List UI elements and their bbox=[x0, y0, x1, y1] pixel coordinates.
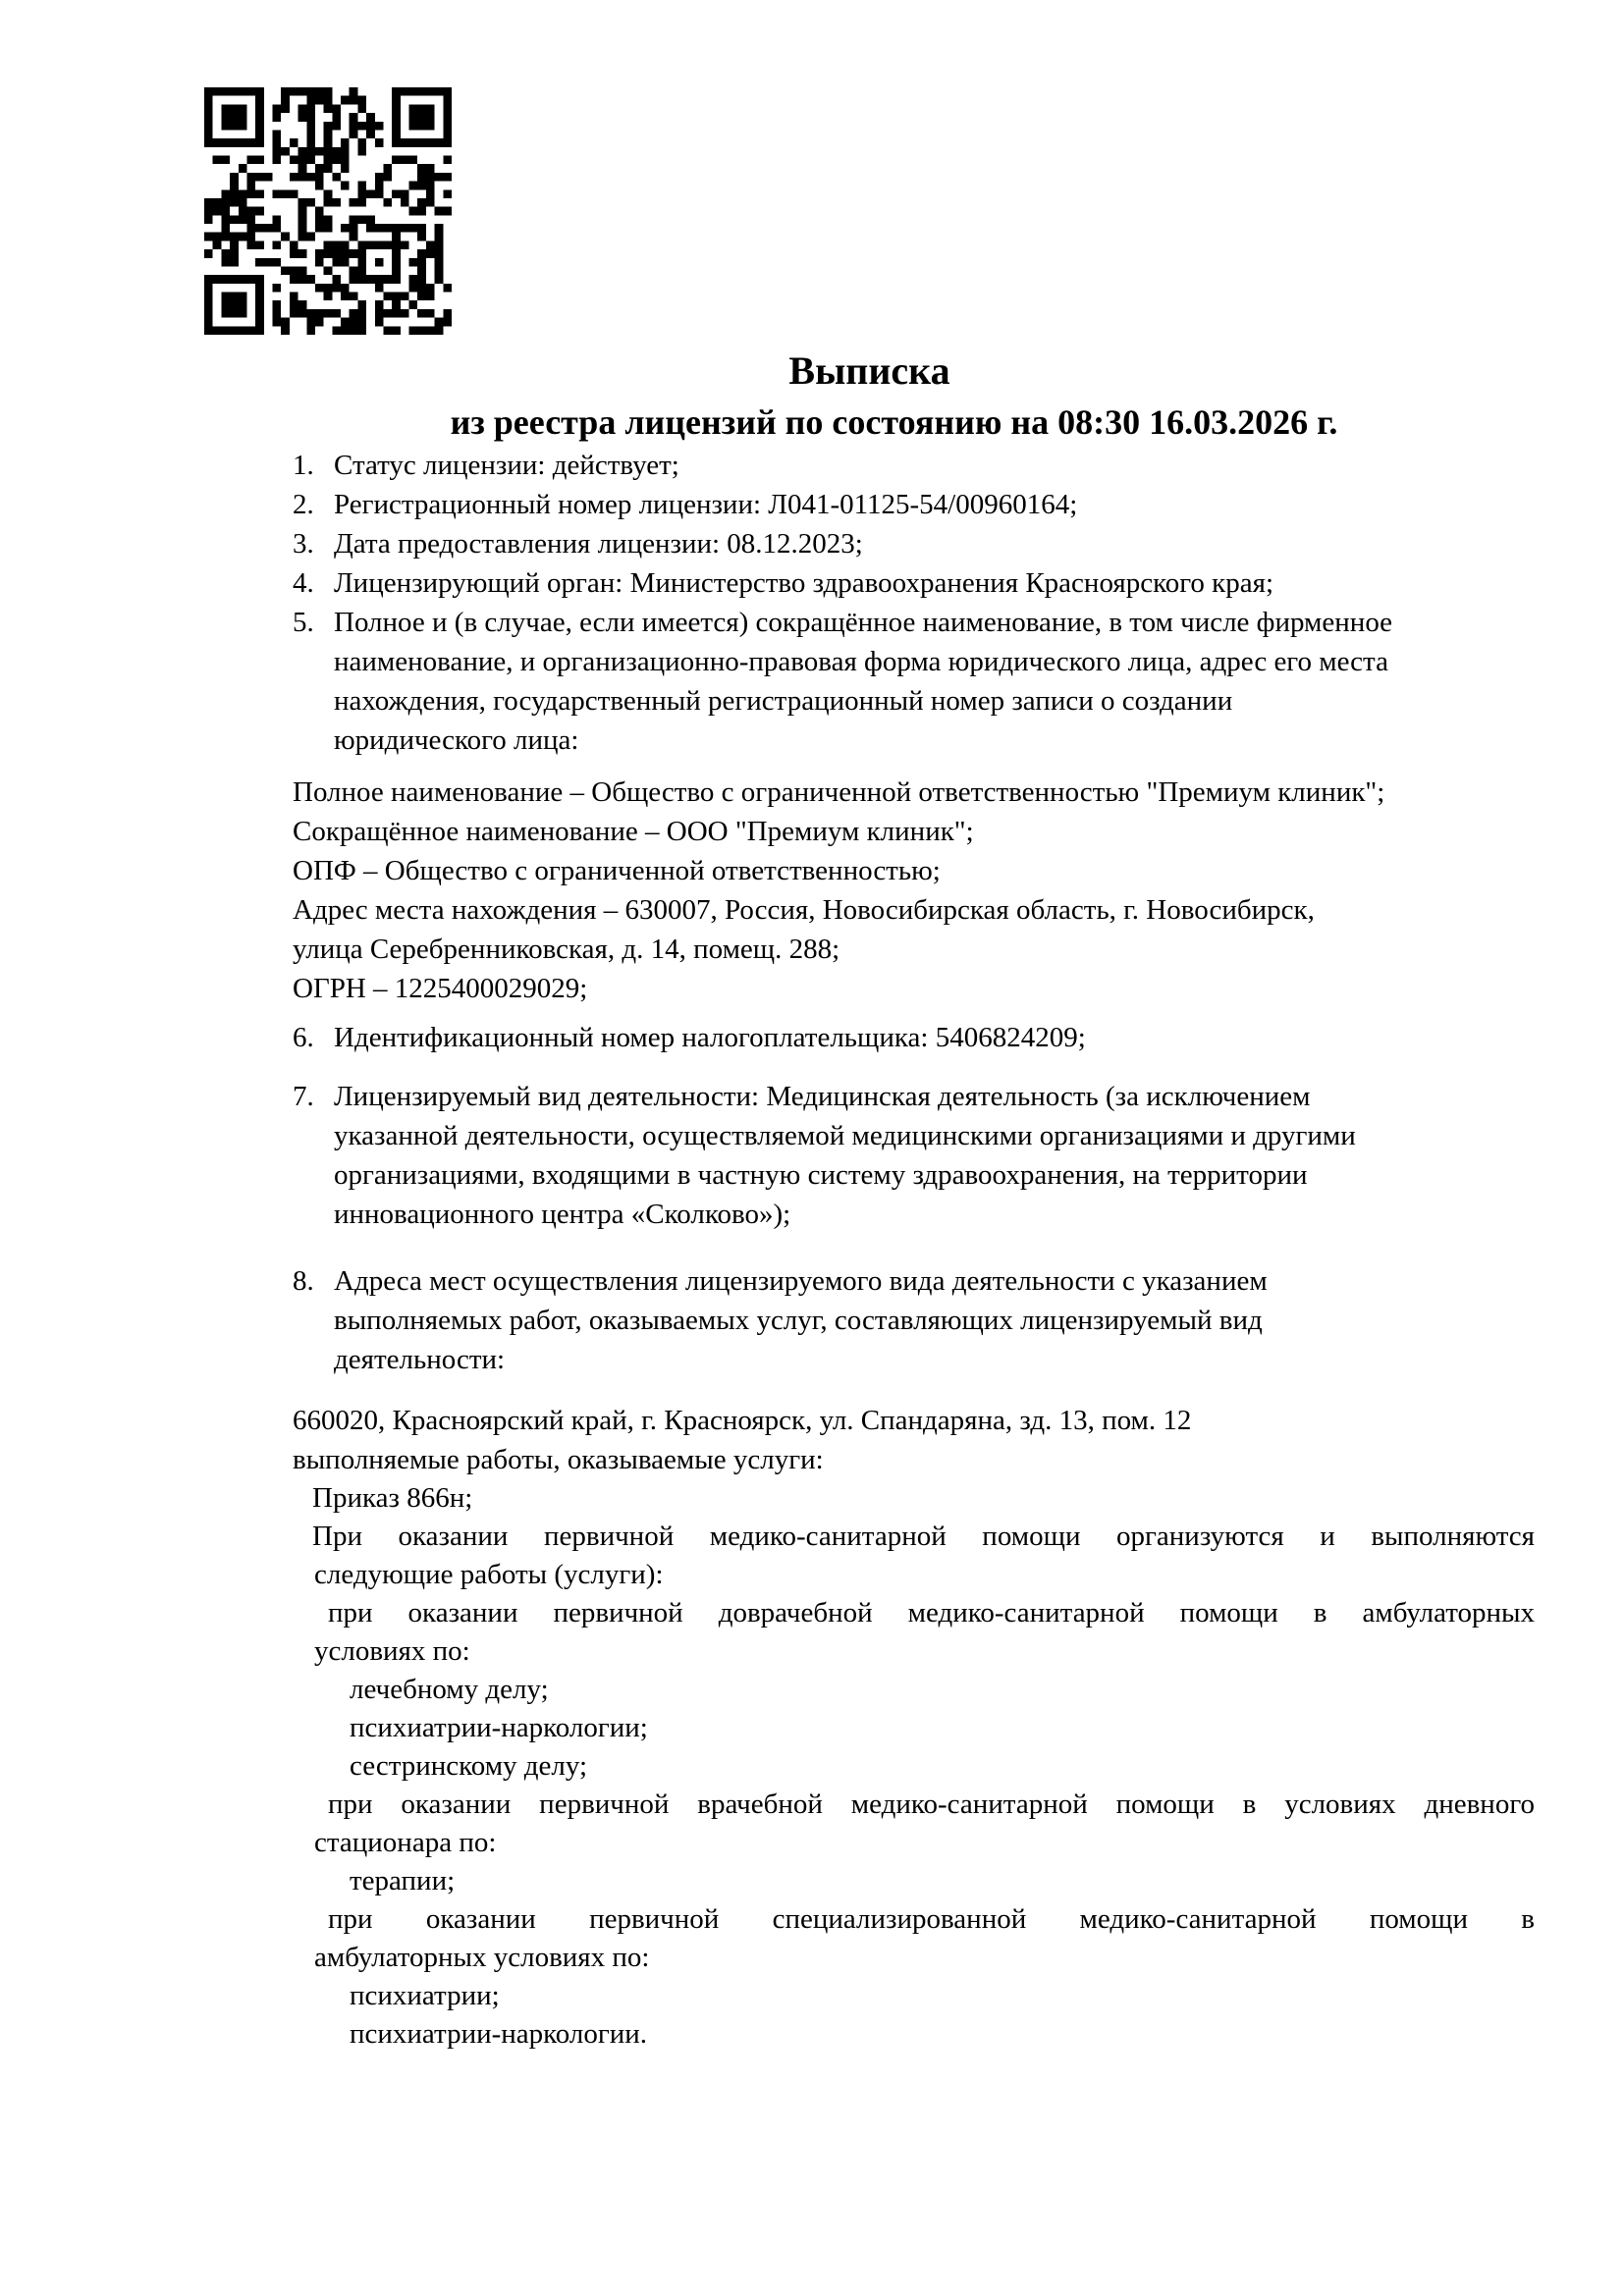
line-text: Адрес места нахождения – 630007, Россия, Новосибирская область, г. Новосибирск, bbox=[293, 894, 1315, 926]
line-text: Лицензируемый вид деятельности: Медицинская деятельность (за исключением bbox=[334, 1081, 1311, 1112]
line-text: При оказании первичной медико-санитарной помощи организуются и выполняются bbox=[312, 1521, 1535, 1552]
list-number: 4. bbox=[293, 567, 314, 599]
line-text: юридического лица: bbox=[334, 724, 579, 756]
document-line bbox=[293, 1340, 1535, 1379]
document-line bbox=[293, 1786, 1535, 1824]
line-text: следующие работы (услуги): bbox=[314, 1559, 664, 1590]
line-text: психиатрии; bbox=[350, 1980, 500, 2011]
line-text: психиатрии-наркологии; bbox=[350, 1712, 648, 1743]
list-number: 8. bbox=[293, 1265, 314, 1297]
document-line bbox=[293, 721, 1535, 760]
line-text: Лицензирующий орган: Министерство здравоохранения Красноярского края; bbox=[334, 567, 1273, 599]
document-line bbox=[293, 773, 1535, 812]
document-line bbox=[293, 1518, 1535, 1556]
document-line bbox=[293, 1556, 1535, 1594]
document-line bbox=[293, 2015, 1535, 2054]
document-line bbox=[293, 851, 1535, 890]
line-text: при оказании первичной врачебной медико-санитарной помощи в условиях дневного bbox=[328, 1789, 1535, 1820]
document-line bbox=[293, 1709, 1535, 1747]
document-title: Выписка bbox=[788, 348, 950, 393]
document-line bbox=[293, 681, 1535, 721]
document-line bbox=[293, 1401, 1535, 1440]
line-text: наименование, и организационно-правовая форма юридического лица, адрес его места bbox=[334, 646, 1388, 677]
document-line bbox=[293, 1155, 1535, 1195]
line-text: указанной деятельности, осуществляемой медицинскими организациями и другими bbox=[334, 1120, 1356, 1151]
document-line bbox=[293, 1747, 1535, 1786]
line-text: условиях по: bbox=[314, 1635, 470, 1667]
line-text: 660020, Красноярский край, г. Красноярск, ул. Спандаряна, зд. 13, пом. 12 bbox=[293, 1405, 1192, 1436]
line-text: Сокращённое наименование – ООО "Премиум клиник"; bbox=[293, 816, 974, 847]
document-line bbox=[293, 930, 1535, 969]
line-text: лечебному делу; bbox=[350, 1674, 549, 1705]
line-text: ОПФ – Общество с ограниченной ответственностью; bbox=[293, 855, 941, 886]
document-subtitle: из реестра лицензий по состоянию на 08:30 16.03.2026 г. bbox=[450, 402, 1338, 442]
line-text: Полное наименование – Общество с ограниченной ответственностью "Премиум клиник"; bbox=[293, 776, 1385, 808]
document-line bbox=[293, 1862, 1535, 1900]
line-text: ОГРН – 1225400029029; bbox=[293, 973, 588, 1004]
document-line bbox=[293, 1301, 1535, 1340]
document-line-item-2 bbox=[293, 485, 1535, 524]
list-number: 7. bbox=[293, 1081, 314, 1112]
line-text: выполняемых работ, оказываемых услуг, составляющих лицензируемый вид bbox=[334, 1305, 1263, 1336]
document-line bbox=[293, 1977, 1535, 2015]
document-line-item-8 bbox=[293, 1261, 1535, 1301]
document-line bbox=[293, 890, 1535, 930]
document-line bbox=[293, 1824, 1535, 1862]
document-line-item-1 bbox=[293, 446, 1535, 485]
list-number: 5. bbox=[293, 607, 314, 638]
line-text: Идентификационный номер налогоплательщика: 5406824209; bbox=[334, 1022, 1086, 1053]
document-line-item-3 bbox=[293, 524, 1535, 563]
line-text: психиатрии-наркологии. bbox=[350, 2018, 648, 2050]
document-line-item-4 bbox=[293, 563, 1535, 603]
document-line bbox=[293, 1900, 1535, 1939]
line-text: организациями, входящими в частную систему здравоохранения, на территории bbox=[334, 1159, 1308, 1191]
line-text: Дата предоставления лицензии: 08.12.2023; bbox=[334, 528, 863, 560]
line-text: Регистрационный номер лицензии: Л041-01125-54/00960164; bbox=[334, 489, 1078, 520]
document-line bbox=[293, 1195, 1535, 1234]
line-text: стационара по: bbox=[314, 1827, 497, 1858]
document-line bbox=[293, 1440, 1535, 1479]
document-line bbox=[293, 1594, 1535, 1632]
list-number: 2. bbox=[293, 489, 314, 520]
document-line-item-7 bbox=[293, 1077, 1535, 1116]
line-text: терапии; bbox=[350, 1865, 456, 1896]
line-text: инновационного центра «Сколково»); bbox=[334, 1199, 791, 1230]
line-text: Статус лицензии: действует; bbox=[334, 450, 679, 481]
document-line-item-6 bbox=[293, 1018, 1535, 1057]
document-content bbox=[293, 0, 1535, 2054]
line-text: при оказании первичной доврачебной медико-санитарной помощи в амбулаторных bbox=[328, 1597, 1535, 1629]
document-line bbox=[293, 1116, 1535, 1155]
document-line bbox=[293, 642, 1535, 681]
line-text: выполняемые работы, оказываемые услуги: bbox=[293, 1444, 824, 1475]
document-line bbox=[293, 969, 1535, 1008]
document-line bbox=[293, 812, 1535, 851]
list-number: 6. bbox=[293, 1022, 314, 1053]
document-line bbox=[293, 1632, 1535, 1671]
document-line bbox=[293, 1671, 1535, 1709]
line-text: Адреса мест осуществления лицензируемого вида деятельности с указанием bbox=[334, 1265, 1268, 1297]
list-number: 1. bbox=[293, 450, 314, 481]
line-text: деятельности: bbox=[334, 1344, 506, 1375]
line-text: амбулаторных условиях по: bbox=[314, 1942, 650, 1973]
line-text: нахождения, государственный регистрационный номер записи о создании bbox=[334, 685, 1233, 717]
document-body bbox=[293, 446, 1535, 2054]
document-line bbox=[293, 1939, 1535, 1977]
line-text: при оказании первичной специализированной медико-санитарной помощи в bbox=[328, 1903, 1535, 1935]
list-number: 3. bbox=[293, 528, 314, 560]
line-text: сестринскому делу; bbox=[350, 1750, 588, 1782]
line-text: улица Серебренниковская, д. 14, помещ. 288; bbox=[293, 934, 840, 965]
document-line bbox=[293, 1479, 1535, 1518]
line-text: Приказ 866н; bbox=[312, 1482, 473, 1514]
line-text: Полное и (в случае, если имеется) сокращённое наименование, в том числе фирменное bbox=[334, 607, 1393, 638]
document-line-item-5 bbox=[293, 603, 1535, 642]
